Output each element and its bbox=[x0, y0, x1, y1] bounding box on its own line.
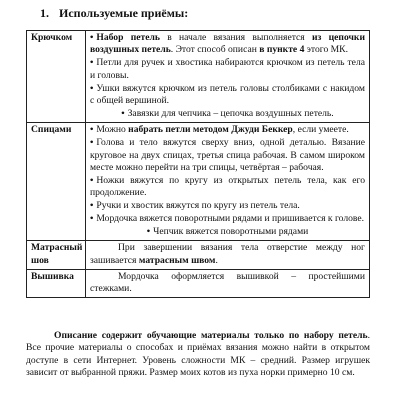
bullet-icon: • bbox=[90, 213, 94, 225]
bullet-icon: • bbox=[90, 82, 94, 94]
list-item: • Набор петель в начале вязания выполняется из цепочки воздушных петель. Этот способ описан в пункте 4 этого МК. bbox=[90, 32, 365, 56]
table-row-crochet bbox=[27, 31, 370, 123]
list-item: • Можно набрать петли методом Джуди Беккер, если умеете. bbox=[90, 124, 349, 136]
bullet-icon: • bbox=[90, 57, 94, 69]
row-label-crochet: Крючком bbox=[27, 31, 86, 123]
row-body-mattress bbox=[86, 241, 370, 269]
description-bold: Описание содержит обучающие материалы только по набору петель bbox=[54, 330, 368, 341]
row-body-crochet bbox=[86, 31, 370, 123]
list-item: • Голова и тело вяжутся сверху вниз, одной деталью. Вязание круговое на двух спицах, третья спица рабочая. В самом широком месте можно перейти на три спицы, четвёртая – рабочая. bbox=[90, 137, 365, 174]
techniques-table bbox=[26, 30, 370, 298]
row-label-needles: Спицами bbox=[27, 123, 86, 241]
section-heading bbox=[40, 6, 188, 21]
description-text: . Все прочие материалы о способах и приёмах вязания можно найти в открытом доступе в сети Интернет. Уровень сложности МК – средний. Размер игрушек зависит от выбранной пряжи. Размер моих котов из пуха норки примерно 10 см. bbox=[26, 330, 370, 379]
row-label-mattress: Матрасный шов bbox=[27, 241, 86, 269]
bullet-icon: • bbox=[121, 108, 125, 120]
bullet-icon: • bbox=[146, 226, 151, 238]
row-text: Мордочка оформляется вышивкой – простейшими стежками. bbox=[90, 270, 365, 295]
list-item: • Завязки для чепчика – цепочка воздушных петель. bbox=[121, 108, 334, 120]
table-row-embroidery bbox=[27, 269, 370, 297]
bullet-icon: • bbox=[90, 124, 94, 136]
row-body-embroidery bbox=[86, 269, 370, 297]
row-text: При завершении вязания тела отверстие между ног зашивается матрасным швом. bbox=[90, 242, 365, 266]
bullet-icon: • bbox=[90, 137, 94, 149]
bullet-icon: • bbox=[90, 175, 94, 187]
table-row-needles bbox=[27, 123, 370, 241]
section-title: Используемые приёмы: bbox=[59, 6, 189, 20]
description-paragraph bbox=[26, 330, 370, 380]
bullet-icon: • bbox=[90, 200, 94, 212]
row-body-needles bbox=[86, 123, 370, 241]
list-item: • Петли для ручек и хвостика набираются крючком из петель тела и головы. bbox=[90, 57, 365, 81]
list-item: • Мордочка вяжется поворотными рядами и пришивается к голове. bbox=[90, 213, 365, 225]
list-item: • Ушки вяжутся крючком из петель головы столбиками с накидом с общей вершиной. bbox=[90, 82, 365, 107]
list-item: • Ножки вяжутся по кругу из открытых петель тела, как его продолжение. bbox=[90, 175, 365, 199]
row-label-embroidery: Вышивка bbox=[27, 269, 86, 297]
bullet-icon: • bbox=[90, 32, 94, 43]
table-row-mattress bbox=[27, 241, 370, 269]
list-item: • Ручки и хвостик вяжутся по кругу из петель тела. bbox=[90, 200, 300, 212]
list-item: • Чепчик вяжется поворотными рядами bbox=[146, 226, 309, 238]
section-number: 1. bbox=[40, 6, 49, 20]
